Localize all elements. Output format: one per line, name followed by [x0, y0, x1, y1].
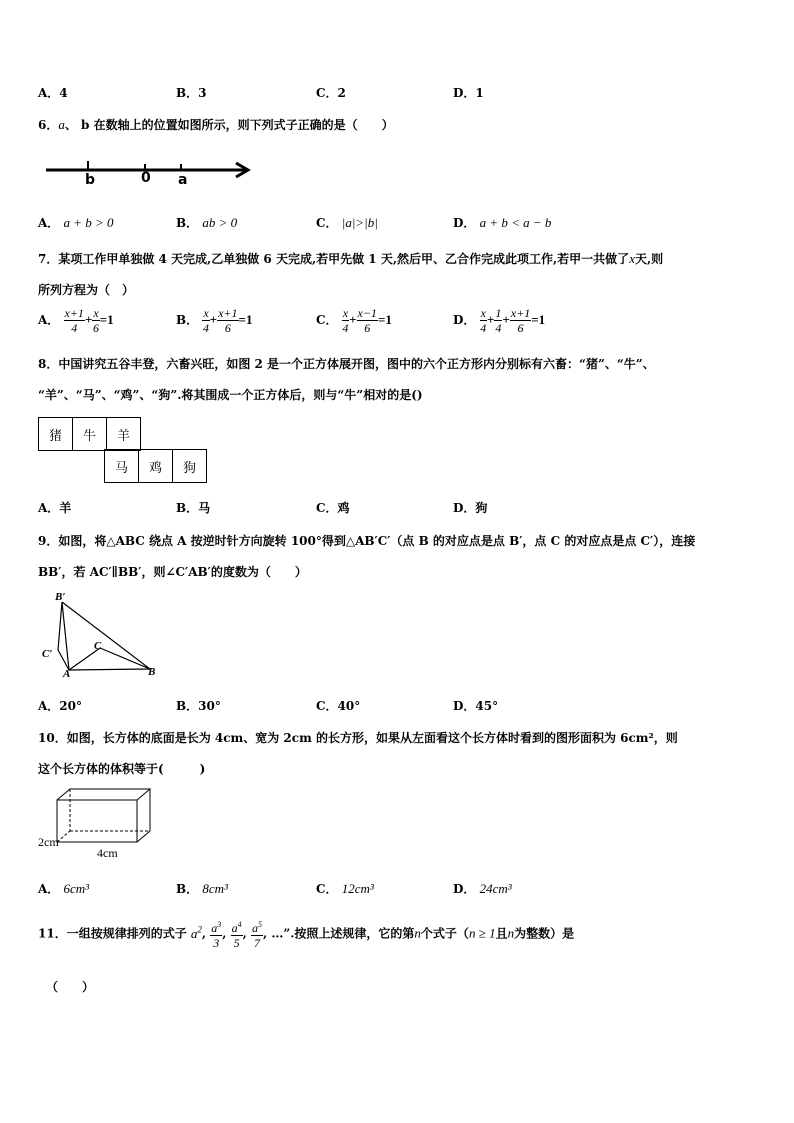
q5-option-d: D．1: [453, 86, 484, 100]
q8-option-d: D．狗: [453, 501, 488, 515]
q10-stem-line1: 10．如图，长方体的底面是长为 4cm、宽为 2cm 的长方形，如果从左面看这个长方体时看到的图形面积为 6cm²，则: [38, 731, 678, 745]
q9-option-d: D．45°: [453, 699, 499, 713]
cube-cell: 羊: [107, 418, 141, 451]
cube-cell: 牛: [73, 418, 107, 451]
q8-option-b: B．马: [176, 501, 211, 515]
cube-net-bottom-row: [104, 449, 207, 483]
q6-option-b: B． ab > 0: [176, 215, 238, 230]
q7-stem-line2: 所列方程为（ ）: [38, 283, 135, 297]
q9-option-b: B．30°: [176, 699, 221, 713]
q10-option-a: A． 6cm³: [38, 881, 90, 896]
cuboid-figure: [55, 787, 155, 847]
q6-stem: 6．a、 b 在数轴上的位置如图所示，则下列式子正确的是（ ）: [38, 117, 394, 132]
axis-label-a: a: [178, 172, 188, 188]
cuboid-length-label: 4cm: [97, 846, 118, 860]
q8-stem-line2: “羊”、“马”、“鸡”、“狗”.将其围成一个正方体后，则与“牛”相对的是(): [38, 388, 423, 402]
q9-stem-line2: BB′，若 AC′∥BB′，则∠C′AB′的度数为（ ）: [38, 565, 307, 579]
q6-option-c: C． |a|>|b|: [316, 215, 378, 230]
q9-stem-line1: 9．如图，将△ABC 绕点 A 按逆时针方向旋转 100°得到△AB′C′（点 B 的对应点是点 B′，点 C 的对应点是点 C′），连接: [38, 534, 696, 548]
q5-option-a: A．4: [38, 86, 68, 100]
cube-cell: 马: [105, 450, 139, 483]
fig-label-c-prime: C′: [42, 648, 53, 660]
q11-stem-line2: （ ）: [46, 980, 95, 994]
fig-label-a: A: [63, 668, 71, 680]
fig-label-b-prime: B′: [55, 591, 66, 603]
q9-option-c: C．40°: [316, 699, 361, 713]
fig-label-c: C: [94, 640, 102, 652]
q5-option-b: B．3: [176, 86, 207, 100]
axis-label-zero: 0: [141, 170, 151, 186]
cube-cell: 狗: [173, 450, 207, 483]
q7-option-a: A． $\frac{x+1}{4}$ + $\frac{x}{6}$ =1: [38, 306, 114, 335]
cube-net-top-row: [38, 417, 141, 451]
cuboid-width-label: 2cm: [38, 835, 59, 849]
cube-cell: 猪: [39, 418, 73, 451]
q10-option-c: C． 12cm³: [316, 881, 374, 896]
q6-option-d: D． a + b < a − b: [453, 215, 552, 230]
q10-option-b: B． 8cm³: [176, 881, 228, 896]
q8-option-c: C．鸡: [316, 501, 350, 515]
q8-option-a: A．羊: [38, 501, 72, 515]
q7-option-c: C． $\frac{x}{4}$ + $\frac{x-1}{6}$ =1: [316, 306, 392, 335]
q7-option-d: D． $\frac{x}{4}$ + $\frac{1}{4}$ + $\frac{x+1}{6}$ =1: [453, 306, 546, 335]
cube-cell: 鸡: [139, 450, 173, 483]
q10-stem-line2: 这个长方体的体积等于( ): [38, 762, 206, 776]
q7-option-b: B． $\frac{x}{4}$ + $\frac{x+1}{6}$ =1: [176, 306, 253, 335]
fig-label-b: B: [148, 666, 156, 678]
q11-stem-line1: 11．一组按规律排列的式子 $a^2$, $\frac{a^3}{3}$ , $\frac{a^4}{5}$ , $\frac{a^5}{7}$ , …”.按照上述规律，它的第n个式子（n ≥ 1且n为整数）是: [38, 920, 575, 950]
q10-option-d: D． 24cm³: [453, 881, 512, 896]
axis-label-b: b: [85, 172, 96, 188]
q9-option-a: A．20°: [38, 699, 83, 713]
q5-option-c: C．2: [316, 86, 346, 100]
q8-stem-line1: 8．中国讲究五谷丰登，六畜兴旺，如图 2 是一个正方体展开图，图中的六个正方形内分别标有六畜：“猪”、“牛”、: [38, 357, 655, 371]
q7-stem-line1: 7．某项工作甲单独做 4 天完成,乙单独做 6 天完成,若甲先做 1 天,然后甲、乙合作完成此项工作,若甲一共做了x天,则: [38, 251, 664, 266]
q6-option-a: A． a + b > 0: [38, 215, 114, 230]
